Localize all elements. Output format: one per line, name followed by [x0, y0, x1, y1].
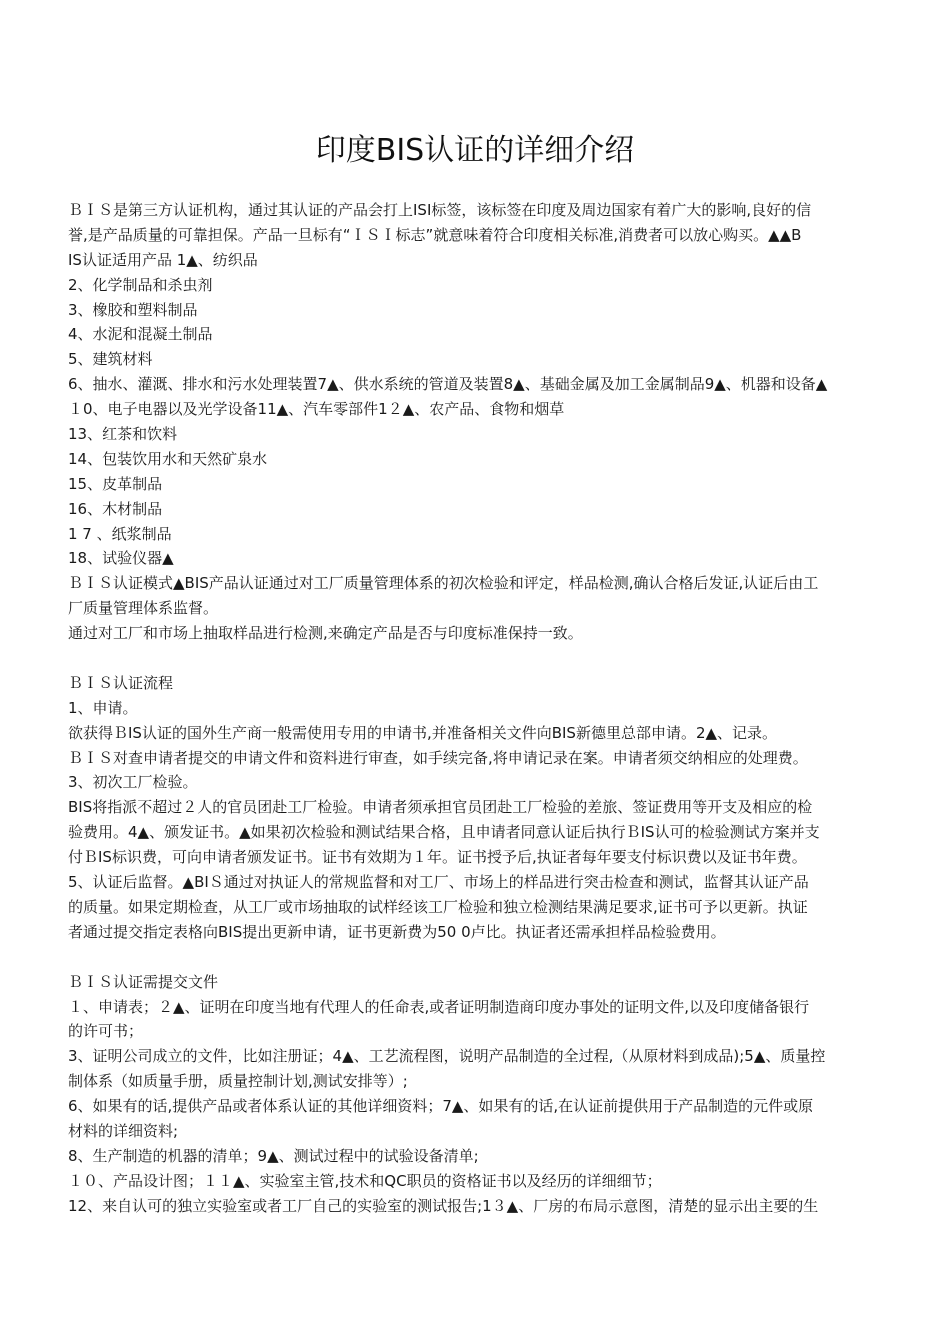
- text-line: 欲获得ＢIS认证的国外生产商一般需使用专用的申请书,并准备相关文件向BIS新德里总部申请。2▲、记录。: [68, 723, 778, 742]
- text-line: 1 7 、纸浆制品: [68, 524, 172, 543]
- text-line: 5、建筑材料: [68, 350, 153, 369]
- text-line: ＢＩＳ认证流程: [68, 673, 174, 692]
- text-line: １0、电子电器以及光学设备11▲、汽车零部件1２▲、农产品、食物和烟草: [68, 400, 565, 419]
- text-line: １、申请表；２▲、证明在印度当地有代理人的任命表,或者证明制造商印度办事处的证明文件,以及印度储备银行: [68, 997, 810, 1016]
- text-line: 6、如果有的话,提供产品或者体系认证的其他详细资料；7▲、如果有的话,在认证前提供用于产品制造的元件或原: [68, 1097, 814, 1116]
- text-line: ＢＩＳ认证需提交文件: [68, 972, 219, 991]
- text-line: 1、申请。: [68, 698, 138, 717]
- blank-line: [68, 945, 906, 970]
- text-line: 通过对工厂和市场上抽取样品进行检测,来确定产品是否与印度标准保持一致。: [68, 624, 583, 643]
- text-line: 14、包装饮用水和天然矿泉水: [68, 449, 268, 468]
- text-line: 付ＢIS标识费，可向申请者颁发证书。证书有效期为１年。证书授予后,执证者每年要支付标识费以及证书年费。: [68, 848, 807, 867]
- text-line: 5、认证后监督。▲BIＳ通过对执证人的常规监督和对工厂、市场上的样品进行突击检查和测试，监督其认证产品: [68, 873, 809, 892]
- text-line: ＢＩＳ认证模式▲BIS产品认证通过对工厂质量管理体系的初次检验和评定，样品检测,确认合格后发证,认证后由工: [68, 574, 819, 593]
- text-line: 3、橡胶和塑料制品: [68, 300, 198, 319]
- text-line: 6、抽水、灌溉、排水和污水处理装置7▲、供水系统的管道及装置8▲、基础金属及加工金属制品9▲、机器和设备▲: [68, 375, 828, 394]
- text-line: ＢＩＳ对查申请者提交的申请文件和资料进行审查，如手续完备,将申请记录在案。申请者须交纳相应的处理费。: [68, 748, 808, 767]
- text-line: 16、木材制品: [68, 499, 163, 518]
- text-line: BIS将指派不超过２人的官员团赴工厂检验。申请者须承担官员团赴工厂检验的差旅、签证费用等开支及相应的检: [68, 798, 813, 817]
- document-title: 印度BIS认证的详细介绍: [315, 133, 635, 168]
- text-line: ＢＩＳ是第三方认证机构，通过其认证的产品会打上ISI标签，该标签在印度及周边国家有着广大的影响,良好的信: [68, 201, 812, 219]
- text-line: 12、来自认可的独立实验室或者工厂自己的实验室的测试报告;1３▲、厂房的布局示意图，清楚的显示出主要的生: [68, 1196, 819, 1215]
- text-line: IS认证适用产品 1▲、纺织品: [68, 250, 258, 269]
- text-line: 2、化学制品和杀虫剂: [68, 275, 213, 294]
- text-line: 4、水泥和混凝土制品: [68, 325, 213, 344]
- text-line: 8、生产制造的机器的清单；9▲、测试过程中的试验设备清单;: [68, 1146, 479, 1165]
- text-line: 制体系（如质量手册，质量控制计划,测试安排等）;: [68, 1072, 408, 1091]
- blank-line: [68, 646, 906, 671]
- text-line: 誉,是产品质量的可靠担保。产品一旦标有“ＩＳＩ标志”就意味着符合印度相关标准,消费者可以放心购买。▲▲B: [68, 225, 802, 244]
- text-line: 13、红茶和饮料: [68, 425, 178, 444]
- text-line: 验费用。4▲、颁发证书。▲如果初次检验和测试结果合格，且申请者同意认证后执行ＢIS认可的检验测试方案并支: [68, 823, 820, 842]
- text-line: 15、皮革制品: [68, 474, 163, 493]
- text-line: 3、初次工厂检验。: [68, 773, 198, 792]
- text-line: 厂质量管理体系监督。: [68, 599, 219, 618]
- text-line: 的许可书；: [68, 1022, 144, 1041]
- text-line: 的质量。如果定期检查，从工厂或市场抽取的试样经该工厂检验和独立检测结果满足要求,证书可予以更新。执证: [68, 897, 808, 916]
- text-line: 3、证明公司成立的文件，比如注册证；4▲、工艺流程图，说明产品制造的全过程,（从原材料到成品);5▲、质量控: [68, 1047, 826, 1066]
- text-line: 18、试验仪器▲: [68, 549, 174, 568]
- text-line: 材料的详细资料;: [68, 1121, 179, 1140]
- text-line: １０、产品设计图；１１▲、实验室主管,技术和QC职员的资格证书以及经历的详细细节；: [68, 1171, 662, 1190]
- text-line: 者通过提交指定表格向BIS提出更新申请，证书更新费为50 0卢比。执证者还需承担样品检验费用。: [68, 922, 726, 941]
- document-body: [68, 198, 906, 1219]
